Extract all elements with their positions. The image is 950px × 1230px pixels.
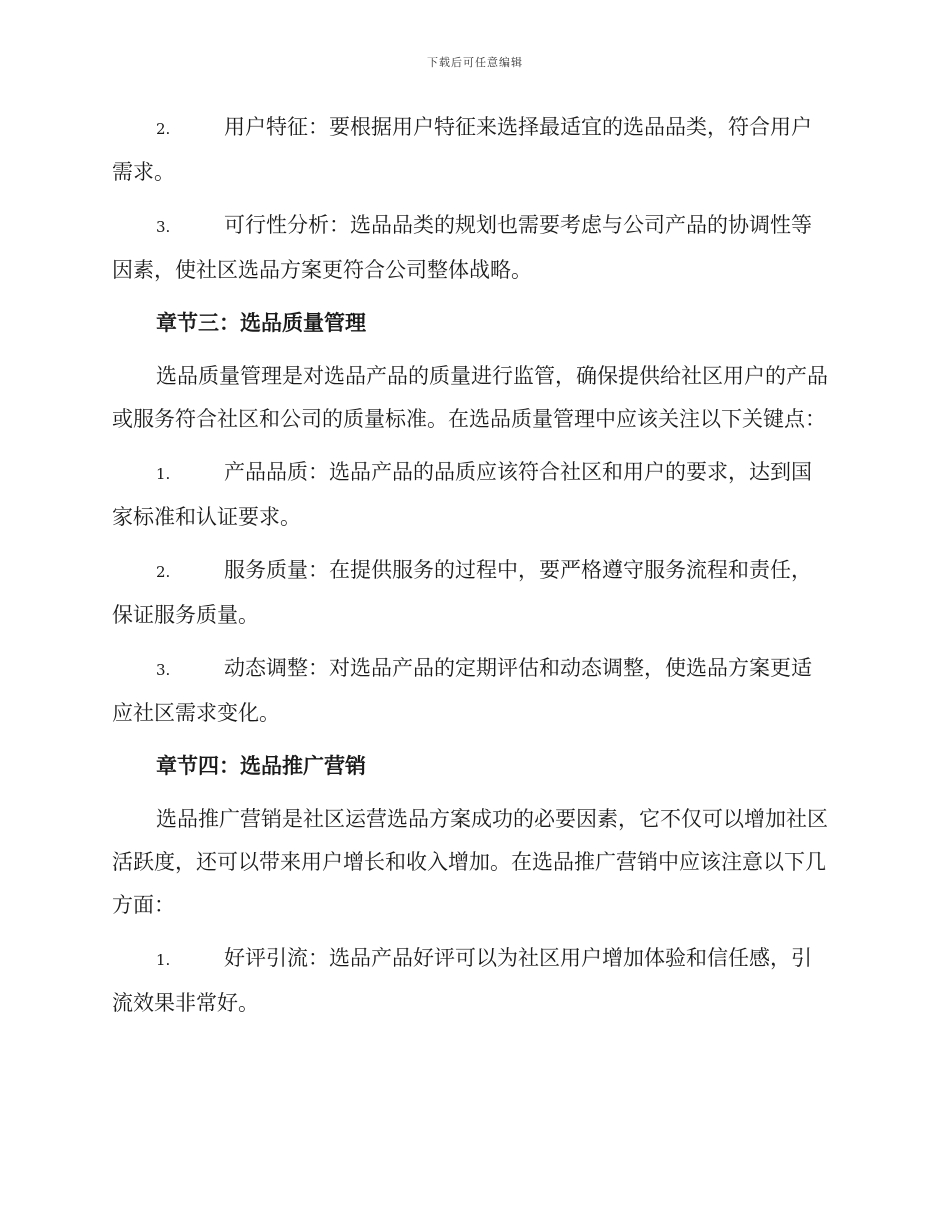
list-item	[112, 106, 832, 194]
section-heading-ch4: 章节四：选品推广营销	[156, 754, 366, 778]
list-text: 好评引流：选品产品好评可以为社区用户增加体验和信任感，引流效果非常好。	[112, 946, 812, 1015]
section-intro-ch3: 选品质量管理是对选品产品的质量进行监管，确保提供给社区用户的产品或服务符合社区和公司的质量标准。在选品质量管理中应该关注以下关键点：	[112, 364, 828, 431]
list-text: 服务质量：在提供服务的过程中，要严格遵守服务流程和责任，保证服务质量。	[112, 558, 812, 627]
document-body	[112, 106, 832, 1035]
list-text: 可行性分析：选品品类的规划也需要考虑与公司产品的协调性等因素，使社区选品方案更符合公司整体战略。	[112, 213, 812, 282]
list-item	[112, 647, 832, 735]
list-item	[112, 937, 832, 1025]
list-text: 用户特征：要根据用户特征来选择最适宜的选品品类，符合用户需求。	[112, 115, 812, 184]
list-text: 动态调整：对选品产品的定期评估和动态调整，使选品方案更适应社区需求变化。	[112, 656, 812, 725]
list-number: 2.	[156, 120, 171, 138]
list-item	[112, 451, 832, 539]
list-number: 1.	[156, 465, 171, 483]
section-heading-ch3: 章节三：选品质量管理	[156, 311, 366, 335]
header-note: 下载后可任意编辑	[427, 56, 523, 69]
list-item	[112, 204, 832, 292]
list-item	[112, 549, 832, 637]
list-text: 产品品质：选品产品的品质应该符合社区和用户的要求，达到国家标准和认证要求。	[112, 460, 812, 529]
list-number: 1.	[156, 951, 171, 969]
list-number: 3.	[156, 661, 171, 679]
section-intro-ch4: 选品推广营销是社区运营选品方案成功的必要因素，它不仅可以增加社区活跃度，还可以带来用户增长和收入增加。在选品推广营销中应该注意以下几方面：	[112, 807, 828, 917]
list-number: 3.	[156, 218, 171, 236]
list-number: 2.	[156, 563, 171, 581]
